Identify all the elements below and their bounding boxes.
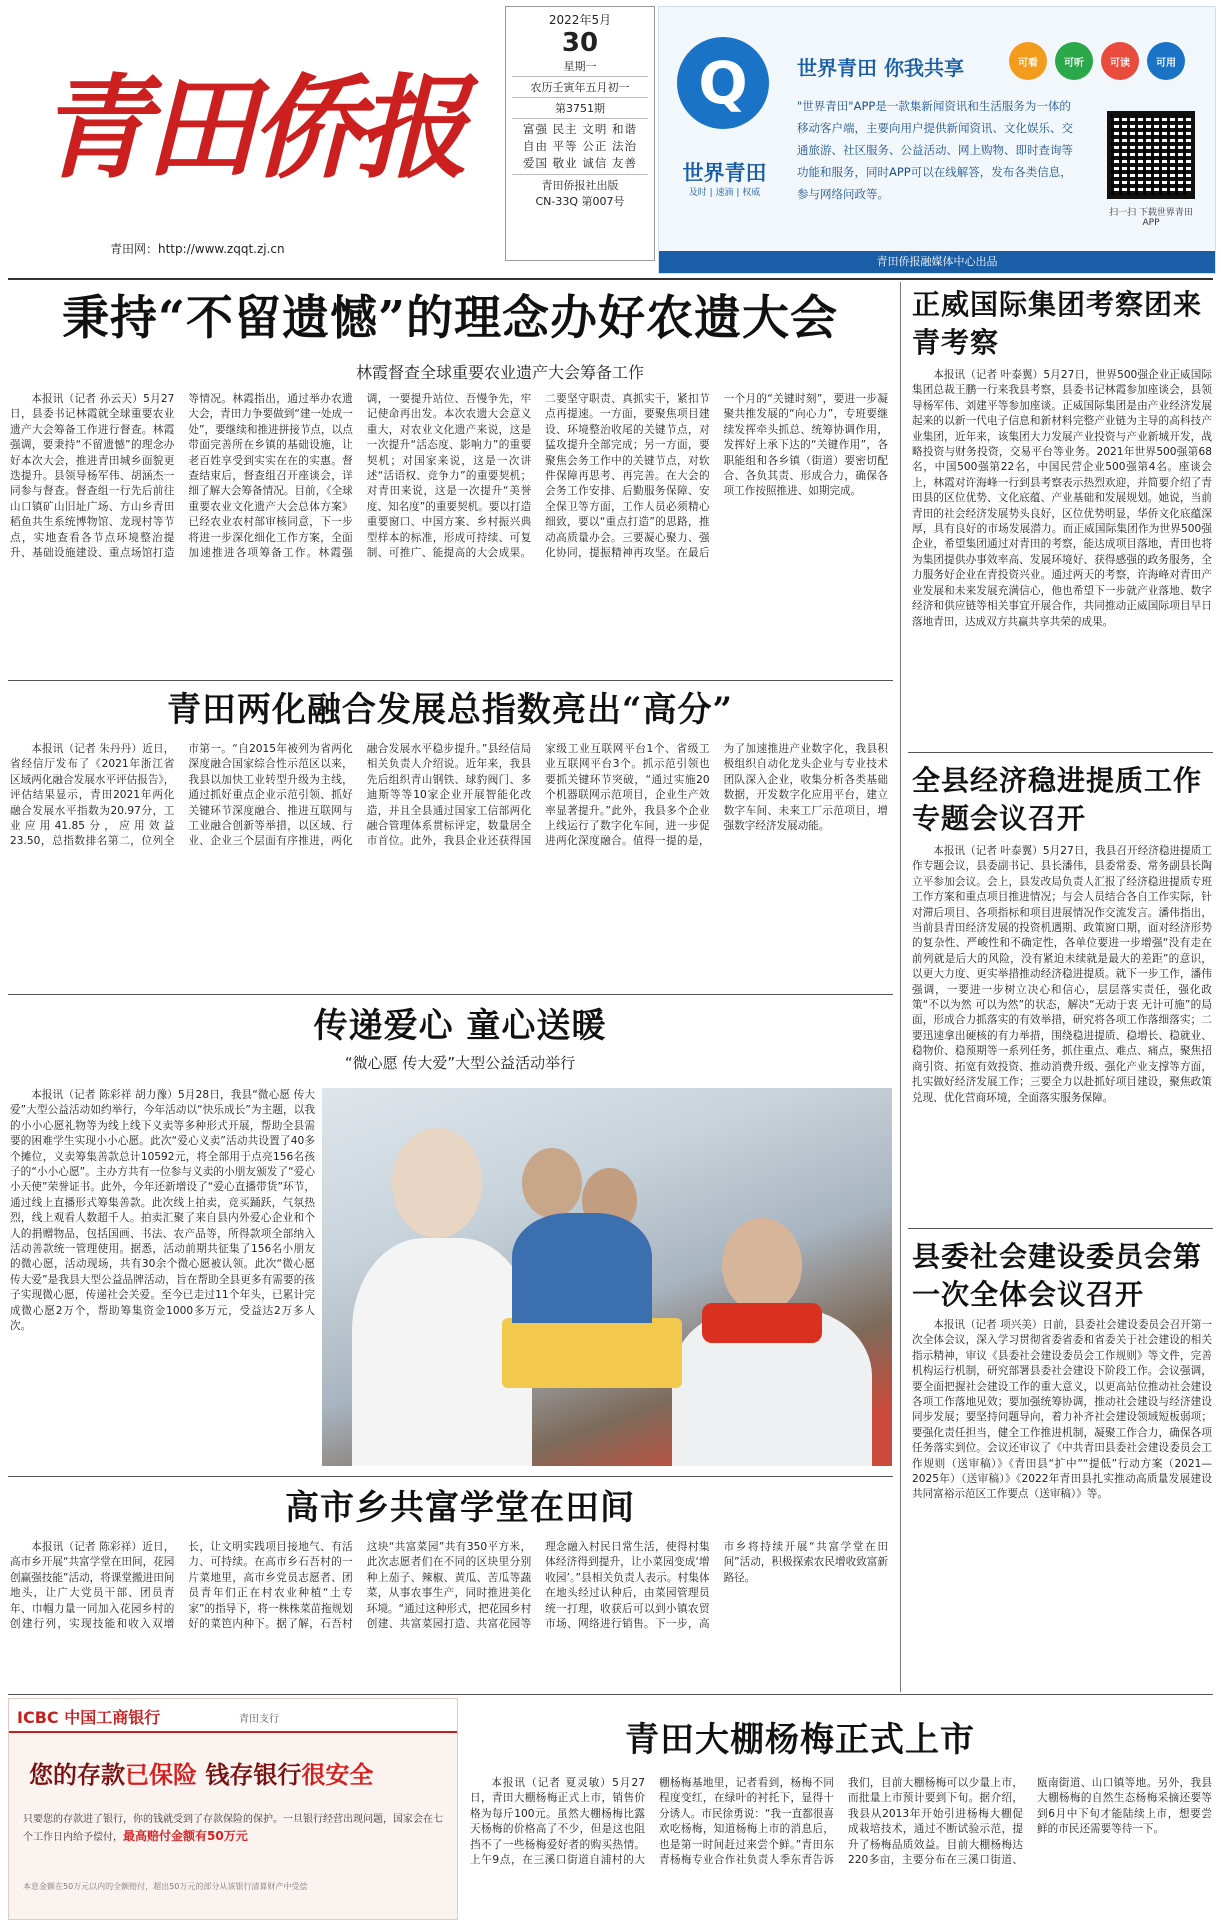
icbc-highlight: 最高赔付金额有50万元 [123, 1829, 248, 1843]
publisher: 青田侨报社出版 [541, 179, 619, 192]
cn-number: CN-33Q 第007号 [535, 195, 625, 208]
qr-code-label: 扫一扫 下载世界青田APP [1109, 208, 1193, 228]
weekday: 星期一 [563, 60, 597, 73]
article3-body: 本报讯（记者 陈彩祥 胡力豫）5月28日，我县“微心愿 传大爱”大型公益活动如约举行，今年活动以“快乐成长”为主题，以我的小小心愿礼物等为线上线下义卖等多种形式开展，帮助全县需要的困难学生实现小小心愿。此次“爱心义卖”活动共设置了40多个摊位，义卖筹集善款总计10592元，将全部用于点亮156名孩子的“小小心愿”。主办方共有一位参与义卖的小朋友颁发了“爱心小天使”荣誉证书。此外，今年还新增设了“爱心直播带货”环节，通过线上直播形式筹集善款。此次线上拍卖，竞买踊跃，气氛热烈，线上观看人数超千人。拍卖汇聚了来自县内外爱心企业和个人的捐赠物品，包括国画、书法、农产品等，所得款项全部纳入活动善款统一管理使用。据悉，活动前期共征集了156名小朋友的微心愿，活动现场，共有30余个微心愿被认领。此次“微心愿 传大爱”是我县大型公益品牌活动，旨在帮助全县更多有需要的孩子实现微心愿，传递社会关爱。至今已走过11个年头，已累计完成微心愿2万个，帮助筹集资金1000多万元，受益达2万多人次。 [10, 1089, 315, 1333]
icbc-slogan-part-3: 钱存银行 [197, 1761, 302, 1789]
icbc-logo: ICBC 中国工商银行 [17, 1708, 161, 1727]
article4-headline[interactable]: 高市乡共富学堂在田间 [285, 1488, 635, 1528]
article1-divider [8, 680, 893, 681]
article2-body: 本报讯（记者 朱丹丹）近日，省经信厅发布了《2021年浙江省区域两化融合发展水平评估报告》，评估结果显示，青田2021年两化融合发展水平指数为20.97分，工业应用41.85分，应用效益23.50，总指数排名第二，位列全市第一。“自2015年被列为省两化深度融合国家综合性示范区以来，我县以加快工业转型升级为主线，通过抓好重点企业示范引领、抓好关键环节深度融合、推进互联网与工业融合创新等举措，以区域、行业、企业三个层面有序推进，两化融合发展水平稳步提升。”县经信局相关负责人介绍说。近年来，我县先后组织青山钢铁、球豹阀门、多迪斯等等10家企业开展智能化改造，并且全县通过国家工信部两化融合管理体系贯标评定，数量居全市首位。此外，我县企业还获得国家级工业互联网平台1个、省级工业互联网平台3个。抓示范引领也要抓关键环节突破，“通过实施20个机器联网示范项目，企业生产效率显著提升。”此外，我县多个企业上线运行了数字化车间，进一步促进两化深度融合。值得一提的是，为了加速推进产业数字化，我县积极组织自动化龙头企业与专业技术团队深入企业，收集分析各类基础数据，开发数字化应用平台，建立数字车间、未来工厂示范项目，增强数字经济发展动能。 [10, 743, 888, 848]
feature-tag-read: 可读 [1101, 42, 1139, 80]
side3-headline[interactable]: 县委社会建设委员会第一次全体会议召开 [912, 1240, 1203, 1311]
motto-line-1: 富强 民主 文明 和谐 [523, 122, 637, 136]
app-advertisement[interactable] [658, 6, 1216, 274]
icbc-slogan-part-2: 已保险 [125, 1761, 197, 1789]
article3-headline[interactable]: 传递爱心 童心送暖 [313, 1006, 607, 1046]
feature-tag-watch: 可看 [1009, 42, 1047, 80]
side2-body: 本报讯（记者 叶泰翼）5月27日，我县召开经济稳进提质工作专题会议，县委副书记、县长潘伟，县委常委、常务副县长陶立平参加会议。会上，县发改局负责人汇报了经济稳进提质专班工作方案和重点项目推进情况；与会人员结合各自工作实际，针对滞后项目、各项指标和项目进展情况作交流发言。潘伟指出，当前县青田经济发展的投资机遇期、政策窗口期，面对经济形势的复杂性、严峻性和不确定性，各单位要进一步增强“没有走在前列就是后大的风险，没有紧迫未续就是最大的差距”的意识，以更大力度、更实举措推动经济稳进提质。就下一步工作，潘伟强调，一要进一步树立决心和信心，层层落实责任，强化政策“不以为然 可以为然”的状态，解决“无动于衷 无计可施”的局面，形成合力抓落实的有效举措，研究将各项工作落细落实；二要迅速拿出硬核的有力举措，围绕稳进提质、稳增长、稳就业、稳物价、稳预期等一系列任务，抓住重点、难点、痛点，聚焦招商引资、拓宽有效投资、推动消费升级、强化产业支撑等方面，扎实做好经济发展工作；三要全力以赴抓好项目建设，聚焦政策兑现、优化营商环境，全面落实服务保障。 [912, 845, 1212, 1104]
article2-divider [8, 994, 893, 995]
app-logo-icon: Q [677, 37, 769, 129]
icbc-body-text: 只要您的存款进了银行，你的钱就受到了存款保险的保护。一旦银行经营出现问题，国家会在七个工作日内给予偿付， [23, 1814, 443, 1843]
article3-subheadline: “微心愿 传大爱”大型公益活动举行 [344, 1054, 576, 1072]
icbc-footnote: 本息金额在50万元以内的全额赔付，超出50万元的部分从该银行清算财产中受偿 [23, 1882, 308, 1891]
motto-line-2: 自由 平等 公正 法治 [523, 139, 637, 153]
article4-body: 本报讯（记者 陈彩祥）近日，高市乡开展“共富学堂在田间，花园创赢强技能”活动，将课堂搬进田间地头，让广大党员干部、团员青年、巾帼力量一同加入花园乡村的创建行列，实现技能和收入双增长，让文明实践项目接地气、有活力、可持续。在高市乡石吾村的一片菜地里，高市乡党员志愿者、团员青年们正在村农业种植“土专家”的指导下，将一株株菜苗拖规划好的菜笆内种下。据了解，石吾村这块“共富菜园”共有350平方米，此次志愿者们在不同的区块里分别种上茄子、辣椒、黄瓜、苦瓜等蔬菜，从事农事生产，同时推进美化环境。“通过这种形式，把花园乡村创建、共富菜园打造、共富花园等理念融入村民日常生活，使得村集体经济得到提升，让小菜园变成‘增收园’。”县相关负责人表示。村集体在地头经过认种后，由菜园管理员统一打理，收获后可以到小镇农贸市场、网络进行销售。下一步，高市乡将持续开展“共富学堂在田间”活动，积极探索农民增收致富新路径。 [10, 1541, 888, 1631]
website-url: 青田网：http://www.zqqt.zj.cn [110, 242, 285, 256]
day-number: 30 [561, 28, 599, 58]
article5-body: 本报讯（记者 夏灵敏）5月27日，青田大棚杨梅正式上市，销售价格为每斤100元。虽然大棚杨梅比露天杨梅的价格高了不少，但是这也阻挡不了一些杨梅爱好者的购买热情。上午9点，在三溪口街道自浦村的大棚杨梅基地里，记者看到，杨梅不同程度变红，在绿叶的衬托下，显得十分诱人。市民徐勇说：“我一直都很喜欢吃杨梅，知道杨梅上市的消息后，也是第一时间赶过来尝个鲜。”青田东青杨梅专业合作社负责人季东青告诉我们，目前大棚杨梅可以少量上市，而批量上市预计要到下旬。据介绍，我县从2013年开始引进杨梅大棚促成栽培技术，通过不断试验示范，提升了杨梅品质效益。目前大棚杨梅达220多亩，主要分布在三溪口街道、瓯南街道、山口镇等地。另外，我县大棚杨梅的自然生态杨梅采摘还要等到6月中下旬才能陆续上市，想要尝鲜的市民还需要等待一下。 [470, 1777, 1212, 1867]
lunar-date: 农历壬寅年五月初一 [530, 81, 630, 94]
icbc-slogan-part-1: 您的存款 [29, 1761, 125, 1789]
app-brand-subtitle: 及时 | 速滴 | 权威 [688, 188, 761, 198]
article4-divider [8, 1694, 1213, 1695]
side2-divider [908, 1228, 1213, 1229]
motto-line-3: 爱国 敬业 诚信 友善 [523, 156, 637, 170]
masthead-divider [8, 278, 1213, 280]
feature-tag-use: 可用 [1147, 42, 1185, 80]
icbc-slogan-part-4: 很安全 [301, 1761, 374, 1789]
side1-divider [908, 752, 1213, 753]
icbc-header [9, 1699, 457, 1733]
newspaper-masthead-title: 青田侨报 [38, 62, 463, 194]
side2-headline[interactable]: 全县经济稳进提质工作专题会议召开 [912, 764, 1203, 835]
article1-body: 本报讯（记者 孙云天）5月27日，县委书记林霞就全球重要农业遗产大会筹备工作进行督查。林霞强调，要秉持“不留遗憾”的理念办好本次大会，推进青田城乡面貌更迭提升。县领导杨军伟、胡涵杰一同参与督查。督查组一行先后前往山口镇矿山旧址广场、方山乡青田稻鱼共生系统博物馆、龙现村等节点，实地查看各节点环境整治提升、基础设施建设、重点场馆打造等情况。林霞指出，通过举办农遗大会，青田力争要做到“建一处成一处”，要继续和推进拼接节点，以点带面完善所在乡镇的基础设施，让老百姓享受到实实在在的实惠。督查结束后，督查组召开座谈会，详细了解大会筹备情况。目前，《全球重要农业文化遗产大会总体方案》已经农业农村部审核同意，下一步将进一步深化细化工作方案，全面加速推进各项筹备工作。林霞强调，一要提升站位、吾慢争先，牢记使命再出发。本次农遗大会意义重大，对农业文化遗产来说，这是一次提升“活态度、影响力”的重要契机；对国家来说，这是一次讲述“活语权、竞争力”的重要契机；对青田来说，这是一次提升“美誉度、知名度”的重要契机。要以打造重要窗口、中国方案、乡村振兴典型样本的标准，形成可持续、可复制、可推广、能提高的大会成果。二要坚守职责、真抓实干，紧扣节点再提速。一方面，要聚焦项目建设、环境整治收尾的关键节点，对猛攻提升全部完成；另一方面，要聚焦会务工作中的关键节点，对软件保障再思考、再完善。在大会的会务工作安排、后勤服务保障、安全保卫等方面，工作人员必须精心细致，要以“重点打造”的思路，推动高质量办会。三要凝心聚力、强化协同，提振精神再攻坚。在最后一个月的“关键时刻”，要进一步凝聚共推发展的“向心力”，专班要继续发挥牵头抓总、统筹协调作用，发挥好上承下达的“关键作用”，各职能组和各乡镇（街道）要密切配合、各负其责、形成合力，确保各项工作按照推进、如期完成。 [10, 393, 888, 560]
icbc-body [23, 1811, 443, 1846]
article5-headline[interactable]: 青田大棚杨梅正式上市 [625, 1720, 975, 1760]
side3-body: 本报讯（记者 项兴美）日前，县委社会建设委员会召开第一次全体会议，深入学习贯彻省委省委和省委关于社会建设的相关指示精神，审议《县委社会建设委员会工作规则》等文件，完善机构运行机制，研究部署县委社会建设下阶段工作。会议强调，要全面把握社会建设工作的重大意义，以更高站位推动社会建设各项工作落地见效；要加强统筹协调，推动社会建设与经济建设同步发展；要坚持问题导向，着力补齐社会建设领域短板弱项；要强化责任担当，健全工作推进机制，凝聚工作合力，确保各项任务落实到位。会议还审议了《中共青田县委社会建设委员会工作规则（送审稿）》《青田县“扩中”“提低”行动方案（2021—2025年）（送审稿）》《2022年青田县扎实推动高质量发展建设共同富裕示范区工作要点（送审稿）》等。 [912, 1319, 1212, 1501]
charity-event-photo [322, 1088, 892, 1466]
app-description: "世界青田"APP是一款集新闻资讯和生活服务为一体的移动客户端，主要向用户提供新闻资讯、文化娱乐、交通旅游、社区服务、公益活动、网上购物、即时查询等功能和服务，同时APP可以在线解答，发布各类信息，参与网络问政等。 [797, 99, 1073, 201]
year-month: 2022年5月 [548, 13, 612, 27]
icbc-branch: 青田支行 [239, 1714, 279, 1725]
side1-body: 本报讯（记者 叶泰翼）5月27日，世界500强企业正威国际集团总裁王鹏一行来我县考察，县委书记林霞参加座谈会，县领导杨军伟、刘建平等参加座谈。正威国际集团是由产业经济发展起来的以新一代电子信息和新材料完整产业链为主导的高科技产业集团，近年来，该集团大力发展产业投资与产业新城开发，战略投资与财务投资，交易平台等业务。2021年世界500强第68名，中国500强第22名，中国民营企业500强第4名。座谈会上，林霞对许海峰一行到县考察表示热烈欢迎，并简要介绍了青田县的区位优势、文化底蕴、产业基础和发展规划。她说，当前青田的社会经济发展势头良好，区位优势明显，华侨文化底蕴深厚，具有良好的市场发展潜力。而正威国际集团作为世界500强企业，希望集团通过对青田的考察，能达成项目落地，青田也将为集团提供办事效率高、发展环境好、获得感强的政务服务，全力服务好企业在青投资兴业。通过两天的考察，许海峰对青田产业发展和未来发展充满信心，他也希望下一步就产业落地、数字经济和供应链等相关事宜开展合作，共同推动正威国际项目早日落地青田，达成双方共赢共享共荣的成果。 [912, 369, 1212, 628]
icbc-advertisement[interactable] [8, 1698, 458, 1920]
issue-number: 第3751期 [555, 102, 605, 115]
article1-subheadline: 林霞督查全球重要农业遗产大会筹备工作 [355, 363, 644, 382]
qr-code-icon[interactable] [1107, 111, 1195, 199]
right-column-divider [900, 282, 901, 1692]
icbc-slogan [29, 1755, 373, 1790]
article1-headline[interactable]: 秉持“不留遗憾”的理念办好农遗大会 [61, 291, 839, 346]
app-brand-name: 世界青田 [682, 161, 767, 185]
date-box [505, 6, 655, 261]
side1-headline[interactable]: 正威国际集团考察团来青考察 [912, 288, 1203, 359]
app-slogan: 世界青田 你我共享 [797, 56, 964, 80]
article2-headline[interactable]: 青田两化融合发展总指数亮出“高分” [166, 690, 734, 730]
app-feature-tags [1009, 42, 1185, 80]
app-ad-footer: 青田侨报融媒体中心出品 [659, 251, 1215, 273]
article3-divider [8, 1476, 893, 1477]
feature-tag-listen: 可听 [1055, 42, 1093, 80]
